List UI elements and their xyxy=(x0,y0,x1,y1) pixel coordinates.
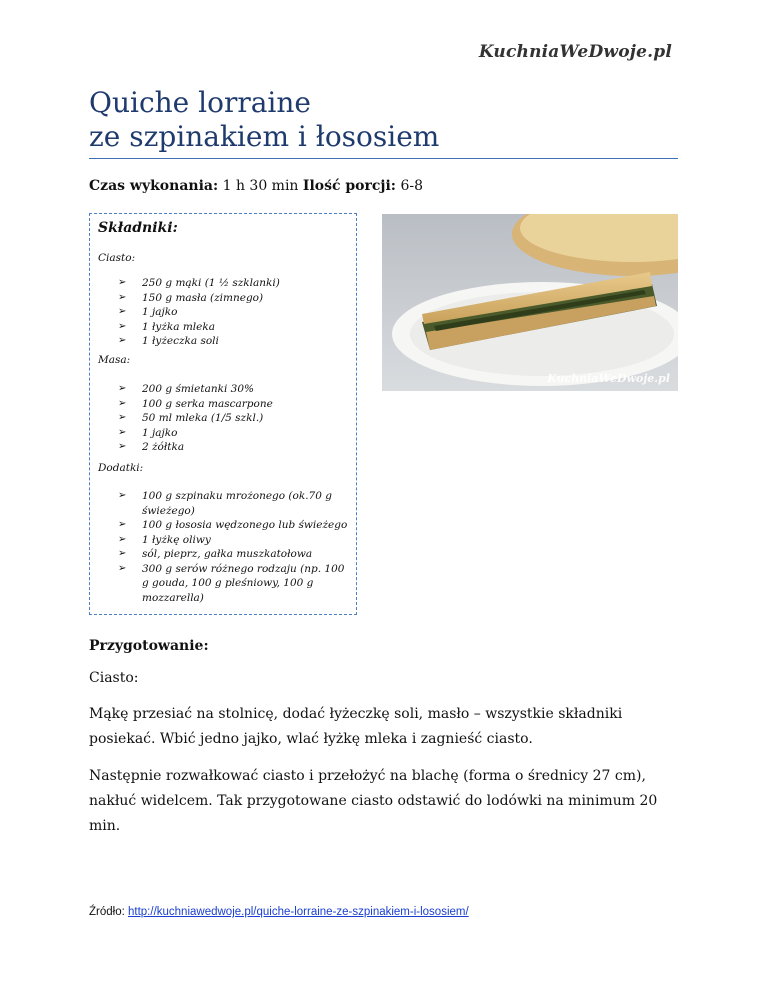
list-item: ➢ 100 g łososia wędzonego lub świeżego xyxy=(118,519,348,531)
preparation-paragraph-1: Mąkę przesiać na stolnicę, dodać łyżeczkę soli, masło – wszystkie składniki posiekać. Wbić jedno jajko, wlać łyżkę mleka i zagnieść ciasto. xyxy=(89,706,623,747)
recipe-title-line-1: Quiche lorraine xyxy=(89,86,311,119)
source-line xyxy=(89,906,469,918)
arrow-bullet-icon: ➢ xyxy=(118,548,127,559)
preparation-title: Przygotowanie: xyxy=(89,638,209,654)
source-label: Źródło: xyxy=(89,906,128,918)
ingredient-group-title-masa: Masa: xyxy=(98,354,131,366)
arrow-bullet-icon: ➢ xyxy=(118,562,127,574)
quiche-photo xyxy=(382,214,678,391)
arrow-bullet-icon: ➢ xyxy=(118,412,127,423)
arrow-bullet-icon: ➢ xyxy=(118,397,127,409)
source-link[interactable]: http://kuchniawedwoje.pl/quiche-lorraine-ze-szpinakiem-i-lososiem/ xyxy=(128,906,469,918)
portions-value: 6-8 xyxy=(400,178,423,194)
list-item: ➢ 1 łyżeczka soli xyxy=(118,335,219,347)
portions-label: Ilość porcji: xyxy=(302,178,396,194)
arrow-bullet-icon: ➢ xyxy=(118,277,127,288)
title-divider xyxy=(89,158,678,159)
preparation-subtitle: Ciasto: xyxy=(89,670,139,686)
list-item: ➢ 1 łyżkę oliwy xyxy=(118,533,211,546)
list-item: ➢ 100 g szpinaku mrożonego (ok.70 g świeżego) xyxy=(118,490,332,517)
list-item: ➢ 150 g masła (zimnego) xyxy=(118,291,264,304)
ingredient-list-ciasto xyxy=(118,276,348,349)
list-item: ➢ 200 g śmietanki 30% xyxy=(118,383,254,395)
arrow-bullet-icon: ➢ xyxy=(118,383,127,394)
list-item: ➢ sól, pieprz, gałka muszkatołowa xyxy=(118,548,313,560)
recipe-meta xyxy=(89,178,423,194)
time-label: Czas wykonania: xyxy=(89,178,219,194)
ingredients-title: Składniki: xyxy=(98,220,178,236)
arrow-bullet-icon: ➢ xyxy=(118,335,127,346)
preparation-paragraph-2: Następnie rozwałkować ciasto i przełożyć na blachę (forma o średnicy 27 cm), nakłuć widelcem. Tak przygotowane ciasto odstawić do lodówki na minimum 20 min. xyxy=(89,768,658,834)
site-brand-logo: KuchniaWeDwoje.pl xyxy=(478,42,672,62)
photo-watermark: KuchniaWeDwoje.pl xyxy=(547,372,670,385)
arrow-bullet-icon: ➢ xyxy=(118,320,127,332)
list-item: ➢ 1 jajko xyxy=(118,426,178,439)
arrow-bullet-icon: ➢ xyxy=(118,426,127,438)
list-item: ➢ 1 jajko xyxy=(118,306,178,318)
arrow-bullet-icon: ➢ xyxy=(118,490,127,501)
ingredient-list-masa xyxy=(118,382,348,455)
ingredient-group-title-ciasto: Ciasto: xyxy=(98,252,136,264)
arrow-bullet-icon: ➢ xyxy=(118,533,127,545)
recipe-title-line-2: ze szpinakiem i łososiem xyxy=(89,120,440,153)
ingredient-list-dodatki xyxy=(118,489,348,605)
ingredient-group-title-dodatki: Dodatki: xyxy=(98,462,144,474)
list-item: ➢ 100 g serka mascarpone xyxy=(118,397,273,410)
arrow-bullet-icon: ➢ xyxy=(118,519,127,530)
arrow-bullet-icon: ➢ xyxy=(118,291,127,303)
list-item: ➢ 1 łyżka mleka xyxy=(118,320,215,333)
quiche-illustration xyxy=(382,214,678,391)
list-item: ➢ 250 g mąki (1 ½ szklanki) xyxy=(118,277,280,289)
list-item: ➢ 50 ml mleka (1/5 szkl.) xyxy=(118,412,264,424)
arrow-bullet-icon: ➢ xyxy=(118,441,127,452)
recipe-title xyxy=(89,86,689,154)
time-value: 1 h 30 min xyxy=(222,178,299,194)
list-item: ➢ 300 g serów różnego rodzaju (np. 100 g gouda, 100 g pleśniowy, 100 g mozzarella) xyxy=(118,562,345,604)
list-item: ➢ 2 żółtka xyxy=(118,441,185,453)
arrow-bullet-icon: ➢ xyxy=(118,306,127,317)
ingredients-box xyxy=(89,213,357,615)
